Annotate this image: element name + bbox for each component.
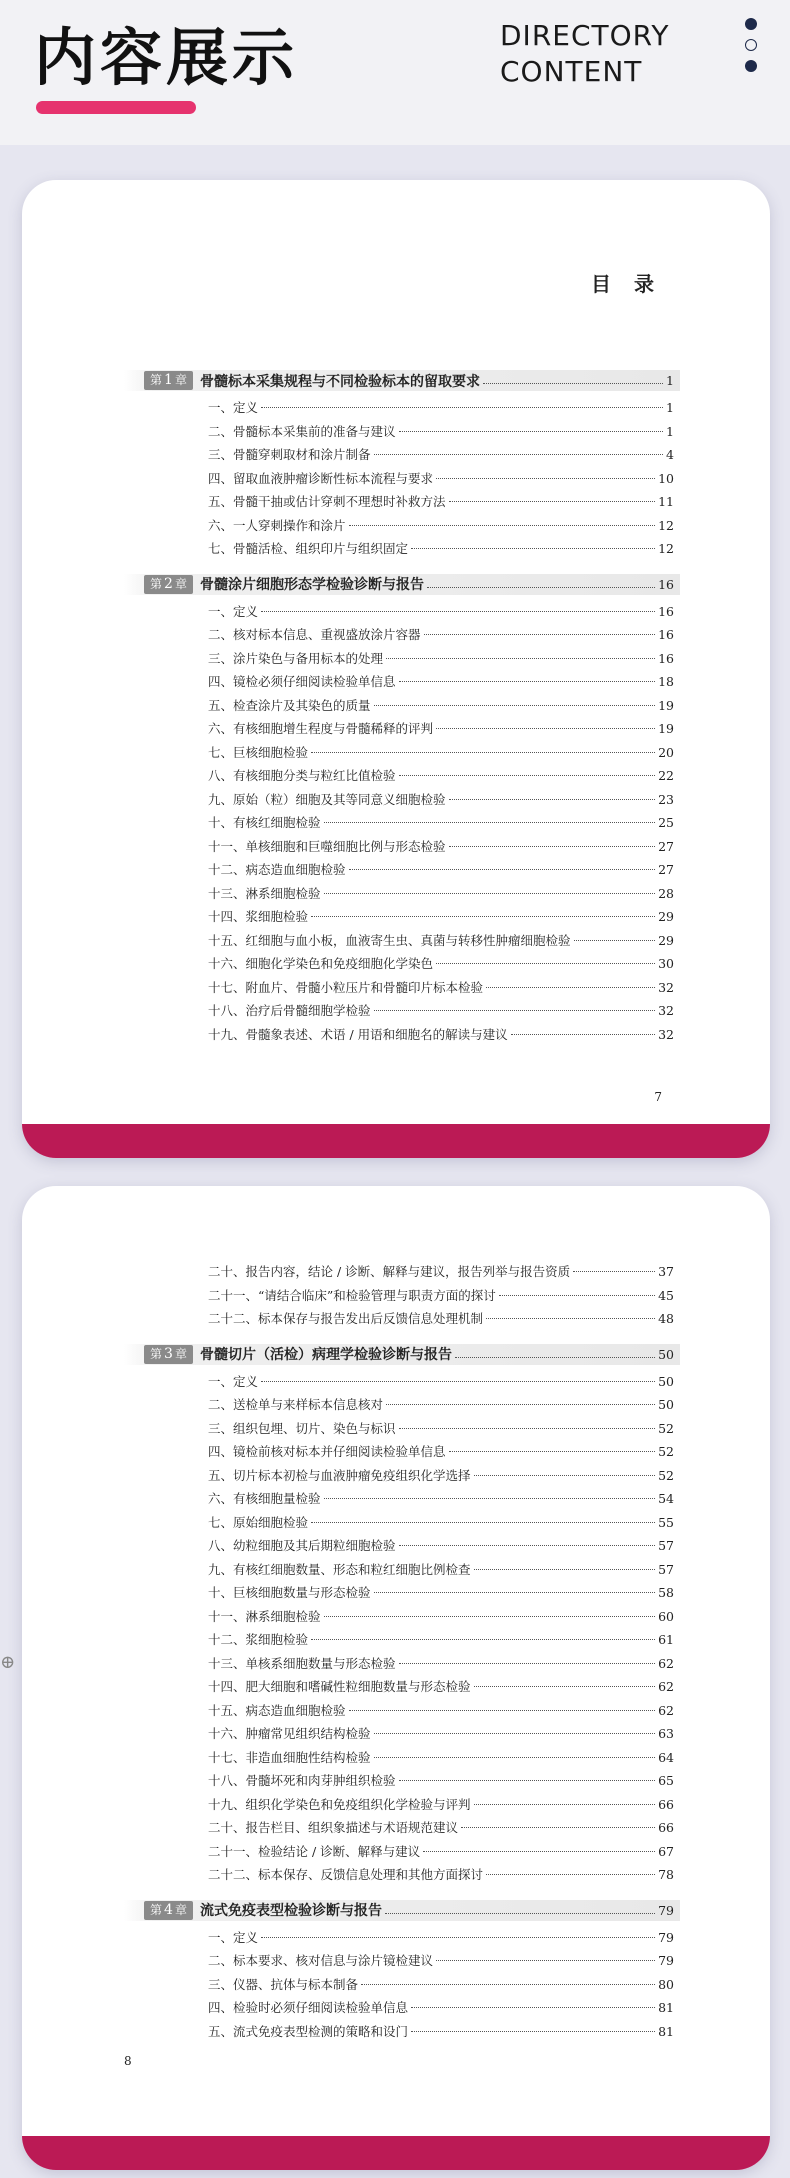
entry-title: 四、留取血液肿瘤诊断性标本流程与要求 bbox=[208, 470, 434, 486]
entry-page: 62 bbox=[658, 1702, 674, 1718]
entry-title: 十四、浆细胞检验 bbox=[208, 909, 309, 924]
entry-title: 五、检查涂片及其染色的质量 bbox=[208, 697, 371, 713]
toc-entry[interactable] bbox=[124, 1628, 680, 1652]
dot-leader bbox=[324, 822, 656, 823]
toc-entry[interactable] bbox=[124, 1699, 680, 1723]
entry-title: 七、原始细胞检验 bbox=[208, 1514, 309, 1530]
entry-title: 六、有核细胞量检验 bbox=[208, 1491, 321, 1506]
entry-page: 10 bbox=[658, 470, 674, 486]
entry-title: 二十一、“请结合临床”和检验管理与职责方面的探讨 bbox=[208, 1287, 496, 1303]
dot-leader bbox=[449, 846, 656, 847]
entry-page: 22 bbox=[658, 768, 674, 783]
entry-page: 48 bbox=[658, 1311, 674, 1326]
entry-page: 4 bbox=[666, 447, 674, 462]
registration-mark-icon: ⊕ bbox=[0, 1652, 16, 1673]
badge-prefix: 第 bbox=[150, 373, 163, 387]
entry-title: 一、定义 bbox=[208, 400, 259, 415]
entry-page: 57 bbox=[658, 1538, 674, 1553]
entry-page: 62 bbox=[658, 1655, 674, 1671]
dot-leader bbox=[399, 1545, 656, 1546]
entry-page: 1 bbox=[666, 400, 674, 415]
entry-title: 十八、骨髓坏死和肉芽肿组织检验 bbox=[208, 1773, 396, 1788]
entry-title: 二十二、标本保存、反馈信息处理和其他方面探讨 bbox=[208, 1867, 484, 1882]
dot-leader bbox=[374, 1592, 656, 1593]
entry-title: 四、检验时必须仔细阅读检验单信息 bbox=[208, 2000, 409, 2015]
entry-title: 二十、报告内容，结论 / 诊断、解释与建议，报告列举与报告资质 bbox=[208, 1264, 571, 1279]
entry-page: 1 bbox=[666, 423, 674, 439]
toc-entry[interactable] bbox=[124, 514, 680, 538]
entry-title: 五、流式免疫表型检测的策略和设门 bbox=[208, 2023, 409, 2039]
entry-title: 三、组织包埋、切片、染色与标识 bbox=[208, 1420, 396, 1436]
badge-suffix: 章 bbox=[174, 1902, 187, 1917]
entry-page: 27 bbox=[658, 838, 674, 854]
dot-leader bbox=[311, 752, 655, 753]
entry-title: 十七、非造血细胞性结构检验 bbox=[208, 1749, 371, 1765]
dot-leader bbox=[427, 587, 655, 588]
dot-leader bbox=[411, 2007, 655, 2008]
entry-title: 一、定义 bbox=[208, 603, 259, 619]
chapter-title: 骨髓切片（活检）病理学检验诊断与报告 bbox=[199, 1347, 452, 1363]
chapter-heading[interactable] bbox=[124, 574, 680, 595]
toc-entry[interactable] bbox=[124, 1260, 680, 1284]
toc-entry[interactable] bbox=[124, 741, 680, 765]
entry-title: 四、镜检前核对标本并仔细阅读检验单信息 bbox=[208, 1444, 446, 1459]
entry-title: 二十二、标本保存与报告发出后反馈信息处理机制 bbox=[208, 1311, 484, 1326]
dot-leader bbox=[574, 940, 656, 941]
toc-entry[interactable] bbox=[124, 1023, 680, 1047]
entry-page: 50 bbox=[658, 1397, 674, 1412]
toc-entry[interactable] bbox=[124, 929, 680, 953]
entry-page: 81 bbox=[658, 2023, 674, 2039]
toc-entry[interactable] bbox=[124, 490, 680, 514]
entry-page: 18 bbox=[658, 674, 674, 689]
entry-page: 19 bbox=[658, 697, 674, 713]
toc-entry[interactable] bbox=[124, 1949, 680, 1973]
entry-title: 十、巨核细胞数量与形态检验 bbox=[208, 1585, 371, 1600]
toc-entry[interactable] bbox=[124, 2020, 680, 2044]
dot-leader bbox=[311, 1522, 655, 1523]
entry-title: 六、一人穿刺操作和涂片 bbox=[208, 517, 346, 533]
entry-title: 七、骨髓活检、组织印片与组织固定 bbox=[208, 541, 409, 556]
entry-page: 29 bbox=[658, 909, 674, 924]
page-dots-indicator bbox=[745, 18, 757, 81]
entry-title: 十九、组织化学染色和免疫组织化学检验与评判 bbox=[208, 1796, 471, 1812]
entry-title: 三、涂片染色与备用标本的处理 bbox=[208, 650, 384, 666]
dot-leader bbox=[261, 1937, 655, 1938]
toc-entry[interactable] bbox=[124, 811, 680, 835]
toc-entry[interactable] bbox=[124, 1816, 680, 1840]
accent-bar bbox=[36, 101, 196, 114]
toc-entry[interactable] bbox=[124, 1284, 680, 1308]
badge-prefix: 第 bbox=[150, 1346, 163, 1361]
chapter-heading[interactable] bbox=[124, 1900, 680, 1921]
toc-entry[interactable] bbox=[124, 1769, 680, 1793]
toc-entry[interactable] bbox=[124, 717, 680, 741]
entry-title: 二、标本要求、核对信息与涂片镜检建议 bbox=[208, 1953, 434, 1968]
page-number: 8 bbox=[124, 2054, 132, 2068]
dot-leader bbox=[436, 728, 655, 729]
entry-page: 66 bbox=[658, 1820, 674, 1835]
badge-prefix: 第 bbox=[150, 1902, 163, 1917]
entry-title: 二、送检单与来样标本信息核对 bbox=[208, 1397, 384, 1412]
dot-leader bbox=[399, 1780, 656, 1781]
toc-entry[interactable] bbox=[124, 905, 680, 929]
toc-entry[interactable] bbox=[124, 623, 680, 647]
dot-leader bbox=[474, 1475, 656, 1476]
entry-page: 78 bbox=[658, 1867, 674, 1882]
entry-title: 十三、淋系细胞检验 bbox=[208, 885, 321, 901]
dot-leader bbox=[399, 681, 656, 682]
dot-leader bbox=[449, 799, 656, 800]
chapter-page: 50 bbox=[658, 1346, 674, 1362]
header-en-line2: CONTENT bbox=[500, 55, 643, 88]
toc-entry[interactable] bbox=[124, 1793, 680, 1817]
badge-suffix: 章 bbox=[174, 373, 187, 387]
entry-page: 79 bbox=[658, 1953, 674, 1968]
chapter-page: 1 bbox=[666, 373, 674, 388]
entry-title: 十一、单核细胞和巨噬细胞比例与形态检验 bbox=[208, 838, 446, 854]
toc-entry[interactable] bbox=[124, 1307, 680, 1331]
dot-leader bbox=[324, 1498, 656, 1499]
footer-band bbox=[22, 1124, 770, 1158]
chapter-number: 3 bbox=[164, 1345, 173, 1362]
dot-leader bbox=[324, 1616, 656, 1617]
entry-page: 66 bbox=[658, 1796, 674, 1812]
dot-leader bbox=[455, 1357, 655, 1358]
dot-leader bbox=[374, 1733, 656, 1734]
toc-entry[interactable] bbox=[124, 600, 680, 624]
chapter-number: 1 bbox=[164, 372, 173, 388]
entry-title: 七、巨核细胞检验 bbox=[208, 744, 309, 760]
chapter-heading[interactable] bbox=[124, 370, 680, 391]
entry-page: 32 bbox=[658, 1003, 674, 1018]
entry-page: 52 bbox=[658, 1420, 674, 1436]
entry-title: 九、原始（粒）细胞及其等同意义细胞检验 bbox=[208, 791, 446, 807]
entry-page: 28 bbox=[658, 885, 674, 901]
entry-title: 十一、淋系细胞检验 bbox=[208, 1608, 321, 1624]
toc-entry[interactable] bbox=[124, 1581, 680, 1605]
entry-title: 二、核对标本信息、重视盛放涂片容器 bbox=[208, 627, 421, 642]
toc-entry[interactable] bbox=[124, 1675, 680, 1699]
dot-leader bbox=[573, 1271, 655, 1272]
toc-page-1 bbox=[22, 180, 770, 1158]
entry-title: 十、有核红细胞检验 bbox=[208, 815, 321, 830]
toc-list bbox=[124, 370, 680, 1046]
dot-leader bbox=[486, 1874, 655, 1875]
toc-entry[interactable] bbox=[124, 1996, 680, 2020]
dot-leader bbox=[261, 407, 663, 408]
entry-page: 81 bbox=[658, 2000, 674, 2015]
page-number: 7 bbox=[654, 1090, 662, 1104]
dot-leader bbox=[374, 1757, 656, 1758]
entry-page: 16 bbox=[658, 627, 674, 642]
entry-title: 八、有核细胞分类与粒红比值检验 bbox=[208, 768, 396, 783]
dot-filled-icon bbox=[745, 60, 757, 72]
chapter-badge bbox=[144, 1901, 193, 1920]
footer-band bbox=[22, 2136, 770, 2170]
toc-list bbox=[124, 1260, 680, 2043]
dot-leader bbox=[449, 501, 656, 502]
chapter-badge bbox=[144, 1345, 193, 1364]
dot-leader bbox=[424, 634, 656, 635]
chapter-title: 骨髓标本采集规程与不同检验标本的留取要求 bbox=[199, 373, 480, 390]
toc-heading: 目 录 bbox=[591, 272, 662, 296]
dot-leader bbox=[261, 611, 655, 612]
entry-page: 29 bbox=[658, 932, 674, 948]
entry-page: 79 bbox=[658, 1929, 674, 1945]
toc-entry[interactable] bbox=[124, 1926, 680, 1950]
chapter-number: 4 bbox=[164, 1901, 173, 1918]
toc-entry[interactable] bbox=[124, 788, 680, 812]
chapter-title: 流式免疫表型检验诊断与报告 bbox=[199, 1903, 382, 1919]
entry-page: 65 bbox=[658, 1773, 674, 1788]
toc-entry[interactable] bbox=[124, 858, 680, 882]
toc-entry[interactable] bbox=[124, 1511, 680, 1535]
entry-page: 16 bbox=[658, 650, 674, 666]
entry-page: 64 bbox=[658, 1749, 674, 1765]
dot-leader bbox=[411, 548, 655, 549]
entry-page: 27 bbox=[658, 862, 674, 877]
chapter-badge bbox=[144, 371, 193, 390]
toc-entry[interactable] bbox=[124, 976, 680, 1000]
toc-entry[interactable] bbox=[124, 396, 680, 420]
dot-leader bbox=[399, 431, 664, 432]
entry-title: 二十、报告栏目、组织象描述与术语规范建议 bbox=[208, 1820, 459, 1835]
entry-page: 80 bbox=[658, 1976, 674, 1992]
entry-title: 十三、单核系细胞数量与形态检验 bbox=[208, 1655, 396, 1671]
dot-leader bbox=[399, 1428, 656, 1429]
dot-leader bbox=[461, 1827, 655, 1828]
dot-leader bbox=[474, 1569, 656, 1570]
entry-title: 一、定义 bbox=[208, 1929, 259, 1945]
toc-entry[interactable] bbox=[124, 537, 680, 561]
dot-leader bbox=[436, 963, 655, 964]
entry-page: 58 bbox=[658, 1585, 674, 1600]
toc-entry[interactable] bbox=[124, 1840, 680, 1864]
entry-title: 十九、骨髓象表述、术语 / 用语和细胞名的解读与建议 bbox=[208, 1026, 508, 1042]
dot-leader bbox=[499, 1295, 655, 1296]
toc-entry[interactable] bbox=[124, 952, 680, 976]
entry-title: 二十一、检验结论 / 诊断、解释与建议 bbox=[208, 1843, 421, 1859]
dot-leader bbox=[374, 1010, 656, 1011]
toc-entry[interactable] bbox=[124, 1487, 680, 1511]
dot-leader bbox=[311, 1639, 655, 1640]
dot-leader bbox=[385, 1913, 655, 1914]
toc-page-2 bbox=[22, 1186, 770, 2170]
entry-page: 16 bbox=[658, 603, 674, 619]
toc-entry[interactable] bbox=[124, 647, 680, 671]
toc-entry[interactable] bbox=[124, 467, 680, 491]
entry-page: 52 bbox=[658, 1467, 674, 1483]
toc-entry[interactable] bbox=[124, 694, 680, 718]
dot-leader bbox=[349, 525, 656, 526]
toc-entry[interactable] bbox=[124, 1417, 680, 1441]
entry-title: 十六、细胞化学染色和免疫细胞化学染色 bbox=[208, 956, 434, 971]
dot-leader bbox=[386, 1404, 655, 1405]
entry-page: 19 bbox=[658, 721, 674, 736]
chapter-page: 16 bbox=[658, 576, 674, 592]
toc-entry[interactable] bbox=[124, 1746, 680, 1770]
entry-page: 25 bbox=[658, 815, 674, 830]
chapter-page: 79 bbox=[658, 1902, 674, 1918]
entry-title: 一、定义 bbox=[208, 1373, 259, 1389]
entry-title: 十二、浆细胞检验 bbox=[208, 1632, 309, 1647]
dot-leader bbox=[361, 1984, 655, 1985]
entry-title: 十六、肿瘤常见组织结构检验 bbox=[208, 1726, 371, 1741]
dot-leader bbox=[449, 1451, 656, 1452]
entry-title: 十二、病态造血细胞检验 bbox=[208, 862, 346, 877]
dot-leader bbox=[349, 869, 656, 870]
chapter-title: 骨髓涂片细胞形态学检验诊断与报告 bbox=[199, 577, 424, 593]
dot-leader bbox=[474, 1804, 656, 1805]
dot-leader bbox=[399, 775, 656, 776]
header-en-line1: DIRECTORY bbox=[500, 19, 670, 52]
dot-leader bbox=[483, 383, 663, 384]
entry-title: 十四、肥大细胞和嗜碱性粒细胞数量与形态检验 bbox=[208, 1679, 471, 1694]
entry-title: 十五、病态造血细胞检验 bbox=[208, 1702, 346, 1718]
toc-entry[interactable] bbox=[124, 999, 680, 1023]
entry-page: 37 bbox=[658, 1264, 674, 1279]
chapter-heading[interactable] bbox=[124, 1344, 680, 1365]
badge-suffix: 章 bbox=[174, 576, 187, 591]
entry-page: 63 bbox=[658, 1726, 674, 1741]
entry-title: 三、骨髓穿刺取材和涂片制备 bbox=[208, 447, 371, 462]
entry-page: 61 bbox=[658, 1632, 674, 1647]
entry-title: 五、骨髓干抽或估计穿刺不理想时补救方法 bbox=[208, 494, 446, 509]
dot-leader bbox=[399, 1663, 656, 1664]
entry-page: 30 bbox=[658, 956, 674, 971]
entry-page: 50 bbox=[658, 1373, 674, 1389]
entry-page: 20 bbox=[658, 744, 674, 760]
entry-title: 五、切片标本初检与血液肿瘤免疫组织化学选择 bbox=[208, 1467, 471, 1483]
dot-leader bbox=[436, 1960, 655, 1961]
dot-leader bbox=[511, 1034, 655, 1035]
dot-leader bbox=[474, 1686, 656, 1687]
toc-entry[interactable] bbox=[124, 443, 680, 467]
entry-page: 57 bbox=[658, 1561, 674, 1577]
dot-leader bbox=[349, 1710, 656, 1711]
dot-leader bbox=[261, 1381, 655, 1382]
entry-page: 32 bbox=[658, 979, 674, 995]
dot-leader bbox=[411, 2031, 655, 2032]
entry-page: 55 bbox=[658, 1514, 674, 1530]
toc-entry[interactable] bbox=[124, 882, 680, 906]
toc-entry[interactable] bbox=[124, 1440, 680, 1464]
toc-entry[interactable] bbox=[124, 670, 680, 694]
dot-leader bbox=[486, 1318, 655, 1319]
entry-title: 十五、红细胞与血小板，血液寄生虫、真菌与转移性肿瘤细胞检验 bbox=[208, 932, 571, 948]
dot-leader bbox=[436, 478, 655, 479]
entry-page: 12 bbox=[658, 517, 674, 533]
toc-entry[interactable] bbox=[124, 1605, 680, 1629]
toc-entry[interactable] bbox=[124, 1558, 680, 1582]
chapter-badge bbox=[144, 575, 193, 594]
dot-leader bbox=[386, 658, 655, 659]
entry-page: 11 bbox=[658, 494, 674, 509]
dot-leader bbox=[423, 1851, 655, 1852]
toc-entry[interactable] bbox=[124, 1370, 680, 1394]
entry-title: 三、仪器、抗体与标本制备 bbox=[208, 1976, 359, 1992]
entry-page: 52 bbox=[658, 1444, 674, 1459]
entry-title: 四、镜检必须仔细阅读检验单信息 bbox=[208, 674, 396, 689]
dot-leader bbox=[374, 454, 664, 455]
badge-suffix: 章 bbox=[174, 1346, 187, 1361]
entry-page: 12 bbox=[658, 541, 674, 556]
dot-leader bbox=[311, 916, 655, 917]
toc-entry[interactable] bbox=[124, 1393, 680, 1417]
toc-entry[interactable] bbox=[124, 1534, 680, 1558]
entry-page: 67 bbox=[658, 1843, 674, 1859]
entry-title: 八、幼粒细胞及其后期粒细胞检验 bbox=[208, 1538, 396, 1553]
entry-page: 60 bbox=[658, 1608, 674, 1624]
header-title: 内容展示 bbox=[34, 21, 299, 94]
entry-page: 62 bbox=[658, 1679, 674, 1694]
badge-prefix: 第 bbox=[150, 576, 163, 591]
dot-leader bbox=[486, 987, 655, 988]
toc-entry[interactable] bbox=[124, 1464, 680, 1488]
dot-filled-icon bbox=[745, 18, 757, 30]
header-english bbox=[500, 18, 669, 90]
entry-page: 54 bbox=[658, 1491, 674, 1506]
dot-empty-icon bbox=[745, 39, 757, 51]
entry-title: 十八、治疗后骨髓细胞学检验 bbox=[208, 1003, 371, 1018]
dot-leader bbox=[374, 705, 656, 706]
chapter-number: 2 bbox=[164, 575, 173, 592]
toc-entry[interactable] bbox=[124, 1973, 680, 1997]
toc-entry[interactable] bbox=[124, 835, 680, 859]
entry-title: 二、骨髓标本采集前的准备与建议 bbox=[208, 423, 396, 439]
toc-entry[interactable] bbox=[124, 764, 680, 788]
entry-page: 23 bbox=[658, 791, 674, 807]
entry-title: 十七、附血片、骨髓小粒压片和骨髓印片标本检验 bbox=[208, 979, 484, 995]
toc-entry[interactable] bbox=[124, 1863, 680, 1887]
entry-title: 六、有核细胞增生程度与骨髓稀释的评判 bbox=[208, 721, 434, 736]
dot-leader bbox=[324, 893, 656, 894]
toc-entry[interactable] bbox=[124, 420, 680, 444]
entry-title: 九、有核红细胞数量、形态和粒红细胞比例检查 bbox=[208, 1561, 471, 1577]
toc-entry[interactable] bbox=[124, 1652, 680, 1676]
entry-page: 45 bbox=[658, 1287, 674, 1303]
toc-entry[interactable] bbox=[124, 1722, 680, 1746]
header bbox=[0, 0, 790, 145]
entry-page: 32 bbox=[658, 1026, 674, 1042]
